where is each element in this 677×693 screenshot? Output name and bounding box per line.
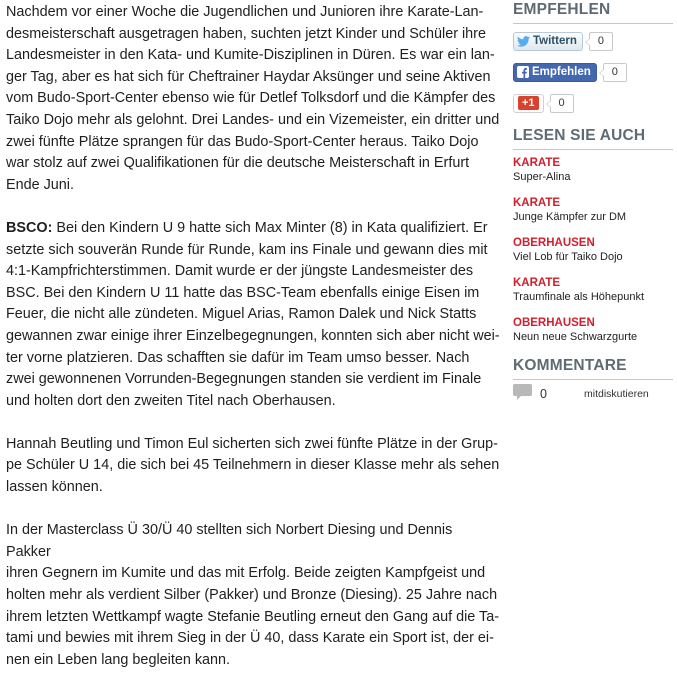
facebook-f-icon (517, 66, 529, 78)
related-item[interactable] (513, 316, 673, 344)
related-item[interactable] (513, 236, 673, 264)
related-item-title[interactable]: Junge Kämpfer zur DM (513, 211, 627, 223)
share-section (513, 0, 673, 114)
related-item[interactable] (513, 156, 673, 184)
paragraph-2-text: Bei den Kindern U 9 hatte sich Max Minter (8) in Kata qualifiziert. Er setzte sich souverän Runde für Runde, kam ins Finale und gewann dies mit 4:1-Kampfrichterstimmen. Damit wurde er der jüngste Landesmeister des BSC. Bei den Kindern U 11 hatte das BSC-Team ebenfalls einige Eisen im Feuer, die nicht alle zündeten. Miguel Arias, Ramon Dalek und Nick Statts gewannen zwar einige ihrer Einzelbegegnungen, konnten sich aber nicht wei- ter vorne platzieren. Das schafften sie dafür im Team umso besser. Nach zwei gewonnenen Vorrunden-Begegnungen standen sie verdient im Finale und holten dort den zweiten Titel nach Oberhausen. (6, 219, 500, 409)
related-section (513, 126, 673, 344)
paragraph-lead-label: BSCO: (6, 219, 53, 236)
twitter-share-row (513, 30, 673, 52)
gplus-share-count: 0 (550, 94, 574, 113)
speech-bubble-icon (513, 384, 532, 405)
facebook-recommend-label: Empfehlen (532, 66, 591, 78)
related-item-category: KARATE (513, 277, 561, 289)
gplus-label: +1 (518, 96, 539, 110)
related-item-title[interactable]: Traumfinale als Höhepunkt (513, 291, 645, 303)
twitter-share-count: 0 (589, 32, 613, 51)
related-item-category: KARATE (513, 197, 561, 209)
facebook-recommend-button[interactable] (513, 63, 597, 82)
facebook-share-row (513, 61, 673, 83)
sidebar (513, 0, 673, 404)
comments-section-title: KOMMENTARE (513, 357, 627, 374)
related-item[interactable] (513, 276, 673, 304)
gplus-button[interactable] (513, 94, 544, 113)
comments-count: 0 (540, 387, 547, 401)
article-paragraph-3: Hannah Beutling und Timon Eul sicherten sich zwei fünfte Plätze in der Grup- pe Schüler U 14, die sich bei 45 Teilnehmern in dieser Klasse mehr als sehen lassen können. (6, 435, 500, 496)
related-item-title[interactable]: Viel Lob für Taiko Dojo (513, 251, 623, 263)
facebook-share-count: 0 (603, 63, 627, 82)
related-item[interactable] (513, 196, 673, 224)
join-discussion-link[interactable]: mitdiskutieren (584, 388, 649, 400)
related-item-title[interactable]: Neun neue Schwarzgurte (513, 331, 638, 343)
article-paragraph-2 (6, 218, 500, 412)
twitter-bird-icon (517, 36, 530, 47)
related-item-category: OBERHAUSEN (513, 317, 595, 329)
article-paragraph-1: Nachdem vor einer Woche die Jugendlichen und Junioren ihre Karate-Lan- desmeisterschaft ausgetragen haben, suchten jetzt Kinder und Schüler ihre Landesmeister in den Kata- und Kumite-Disziplinen in Düren. Es war ein lan- ger Tag, aber es hat sich für Cheftrainer Haydar Aksünger und seine Aktiven vom Budo-Sport-Center ebenso wie für Detlef Tolksdorf und die Kämpfer des Taiko Dojo mehr als gelohnt. Drei Landes- und ein Vizemeister, ein dritter und zwei fünfte Plätze sprangen für das Budo-Sport-Center heraus. Taiko Dojo war stolz auf zwei Qualifikationen für die deutsche Meisterschaft in Erfurt Ende Juni. (6, 4, 500, 193)
related-section-title: LESEN SIE AUCH (513, 127, 646, 144)
related-item-title[interactable]: Super-Alina (513, 171, 571, 183)
twitter-share-label: Twittern (533, 35, 577, 47)
divider (513, 379, 673, 380)
related-item-category: OBERHAUSEN (513, 237, 595, 249)
comments-row (513, 384, 673, 404)
comments-section (513, 356, 673, 404)
article-body (6, 2, 500, 693)
divider (513, 23, 673, 24)
share-section-title: EMPFEHLEN (513, 1, 611, 18)
twitter-share-button[interactable] (513, 32, 583, 51)
related-item-category: KARATE (513, 157, 561, 169)
gplus-share-row (513, 92, 673, 114)
article-paragraph-4: In der Masterclass Ü 30/Ü 40 stellten sich Norbert Diesing und Dennis Pakker ihren Gegnern im Kumite und das mit Erfolg. Beide zeigten Kampfgeist und holten mehr als verdient Silber (Pakker) und Bronze (Diesing). 25 Jahre nach ihrem letzten Wettkampf wagte Stefanie Beutling erneut den Gang auf die Ta- tami und bewies mit ihrem Sieg in der Ü 40, dass Karate ein Sport ist, der ei- nen ein Leben lang begleiten kann. (6, 522, 500, 668)
divider (513, 149, 673, 150)
